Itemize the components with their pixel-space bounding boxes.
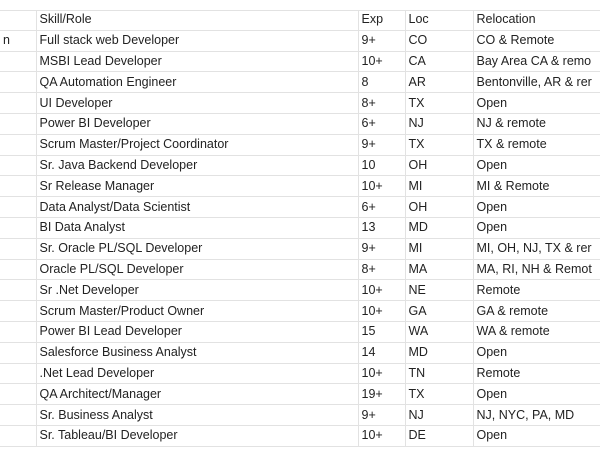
skill-cell[interactable]: Sr. Java Backend Developer [36, 155, 358, 176]
skill-cell[interactable]: QA Automation Engineer [36, 72, 358, 93]
loc-cell[interactable]: MD [405, 217, 473, 238]
exp-cell[interactable]: 8+ [358, 93, 405, 114]
row-lead-cell[interactable] [0, 321, 36, 342]
table-row [0, 217, 600, 238]
row-lead-cell[interactable] [0, 259, 36, 280]
header-skill-cell[interactable]: Skill/Role [36, 10, 358, 30]
exp-cell[interactable]: 10+ [358, 425, 405, 446]
relocation-cell[interactable]: Bentonville, AR & rer [473, 72, 600, 93]
exp-cell[interactable]: 10+ [358, 176, 405, 197]
row-lead-cell[interactable]: n [0, 30, 36, 51]
loc-cell[interactable]: GA [405, 301, 473, 322]
skill-cell[interactable]: MSBI Lead Developer [36, 51, 358, 72]
table-row [0, 93, 600, 114]
loc-cell[interactable]: WA [405, 321, 473, 342]
table-row [0, 425, 600, 446]
loc-cell[interactable]: TX [405, 93, 473, 114]
exp-cell[interactable]: 10+ [358, 280, 405, 301]
table-row [0, 30, 600, 51]
table-row [0, 321, 600, 342]
loc-cell[interactable]: NJ [405, 405, 473, 426]
row-lead-cell[interactable] [0, 93, 36, 114]
header-row [0, 10, 600, 30]
loc-cell[interactable]: NJ [405, 113, 473, 134]
loc-cell[interactable]: TX [405, 134, 473, 155]
skill-cell[interactable]: Sr. Tableau/BI Developer [36, 425, 358, 446]
relocation-cell[interactable]: Open [473, 155, 600, 176]
row-lead-cell[interactable] [0, 197, 36, 218]
cell[interactable] [0, 10, 36, 30]
relocation-cell[interactable]: Remote [473, 363, 600, 384]
table-row [0, 113, 600, 134]
exp-cell[interactable]: 9+ [358, 238, 405, 259]
loc-cell[interactable]: MD [405, 342, 473, 363]
row-lead-cell[interactable] [0, 301, 36, 322]
header-exp-cell[interactable]: Exp [358, 10, 405, 30]
table-row [0, 342, 600, 363]
relocation-cell[interactable]: WA & remote [473, 321, 600, 342]
relocation-cell[interactable]: MI & Remote [473, 176, 600, 197]
loc-cell[interactable]: DE [405, 425, 473, 446]
loc-cell[interactable]: MI [405, 238, 473, 259]
relocation-cell[interactable]: NJ, NYC, PA, MD [473, 405, 600, 426]
skill-cell[interactable]: Data Analyst/Data Scientist [36, 197, 358, 218]
skill-cell[interactable]: Sr. Business Analyst [36, 405, 358, 426]
row-lead-cell[interactable] [0, 425, 36, 446]
row-lead-cell[interactable] [0, 113, 36, 134]
skill-cell[interactable]: QA Architect/Manager [36, 384, 358, 405]
table-row [0, 176, 600, 197]
skill-cell[interactable]: Power BI Lead Developer [36, 321, 358, 342]
loc-cell[interactable]: TN [405, 363, 473, 384]
table-row [0, 280, 600, 301]
relocation-cell[interactable]: Open [473, 217, 600, 238]
exp-cell[interactable]: 8 [358, 72, 405, 93]
loc-cell[interactable]: MA [405, 259, 473, 280]
row-lead-cell[interactable] [0, 176, 36, 197]
exp-cell[interactable]: 10+ [358, 51, 405, 72]
exp-cell[interactable]: 6+ [358, 113, 405, 134]
loc-cell[interactable]: AR [405, 72, 473, 93]
exp-cell[interactable]: 8+ [358, 259, 405, 280]
row-lead-cell[interactable] [0, 384, 36, 405]
exp-cell[interactable]: 9+ [358, 405, 405, 426]
table-row [0, 134, 600, 155]
skill-cell[interactable]: Scrum Master/Project Coordinator [36, 134, 358, 155]
relocation-cell[interactable]: MA, RI, NH & Remot [473, 259, 600, 280]
loc-cell[interactable]: NE [405, 280, 473, 301]
relocation-cell[interactable]: Open [473, 425, 600, 446]
table-row [0, 301, 600, 322]
table-row [0, 238, 600, 259]
relocation-cell[interactable]: Remote [473, 280, 600, 301]
relocation-cell[interactable]: NJ & remote [473, 113, 600, 134]
row-lead-cell[interactable] [0, 51, 36, 72]
row-lead-cell[interactable] [0, 134, 36, 155]
row-lead-cell[interactable] [0, 238, 36, 259]
loc-cell[interactable]: CA [405, 51, 473, 72]
exp-cell[interactable]: 9+ [358, 30, 405, 51]
relocation-cell[interactable]: MI, OH, NJ, TX & rer [473, 238, 600, 259]
exp-cell[interactable]: 10 [358, 155, 405, 176]
exp-cell[interactable]: 15 [358, 321, 405, 342]
table-row [0, 363, 600, 384]
table-row [0, 51, 600, 72]
loc-cell[interactable]: OH [405, 197, 473, 218]
row-lead-cell[interactable] [0, 72, 36, 93]
exp-cell[interactable]: 14 [358, 342, 405, 363]
exp-cell[interactable]: 10+ [358, 301, 405, 322]
row-lead-cell[interactable] [0, 280, 36, 301]
candidate-table [0, 10, 600, 447]
relocation-cell[interactable]: CO & Remote [473, 30, 600, 51]
exp-cell[interactable]: 9+ [358, 134, 405, 155]
skill-cell[interactable]: .Net Lead Developer [36, 363, 358, 384]
skill-cell[interactable]: Power BI Developer [36, 113, 358, 134]
skill-cell[interactable]: BI Data Analyst [36, 217, 358, 238]
loc-cell[interactable]: MI [405, 176, 473, 197]
relocation-cell[interactable]: Open [473, 93, 600, 114]
header-loc-cell[interactable]: Loc [405, 10, 473, 30]
skill-cell[interactable]: Sr. Oracle PL/SQL Developer [36, 238, 358, 259]
relocation-cell[interactable]: Open [473, 197, 600, 218]
exp-cell[interactable]: 6+ [358, 197, 405, 218]
relocation-cell[interactable]: TX & remote [473, 134, 600, 155]
loc-cell[interactable]: OH [405, 155, 473, 176]
table-row [0, 405, 600, 426]
skill-cell[interactable]: Full stack web Developer [36, 30, 358, 51]
skill-cell[interactable]: Scrum Master/Product Owner [36, 301, 358, 322]
relocation-cell[interactable]: Bay Area CA & remo [473, 51, 600, 72]
skill-cell[interactable]: Sr .Net Developer [36, 280, 358, 301]
table-row [0, 155, 600, 176]
row-lead-cell[interactable] [0, 342, 36, 363]
loc-cell[interactable]: CO [405, 30, 473, 51]
row-lead-cell[interactable] [0, 405, 36, 426]
relocation-cell[interactable]: GA & remote [473, 301, 600, 322]
loc-cell[interactable]: TX [405, 384, 473, 405]
relocation-cell[interactable]: Open [473, 384, 600, 405]
row-lead-cell[interactable] [0, 155, 36, 176]
exp-cell[interactable]: 10+ [358, 363, 405, 384]
row-lead-cell[interactable] [0, 217, 36, 238]
skill-cell[interactable]: Oracle PL/SQL Developer [36, 259, 358, 280]
table-row [0, 197, 600, 218]
table-row [0, 259, 600, 280]
table-row [0, 72, 600, 93]
skill-cell[interactable]: UI Developer [36, 93, 358, 114]
relocation-cell[interactable]: Open [473, 342, 600, 363]
skill-cell[interactable]: Salesforce Business Analyst [36, 342, 358, 363]
row-lead-cell[interactable] [0, 363, 36, 384]
exp-cell[interactable]: 19+ [358, 384, 405, 405]
skill-cell[interactable]: Sr Release Manager [36, 176, 358, 197]
table-row [0, 384, 600, 405]
header-relocation-cell[interactable]: Relocation [473, 10, 600, 30]
exp-cell[interactable]: 13 [358, 217, 405, 238]
